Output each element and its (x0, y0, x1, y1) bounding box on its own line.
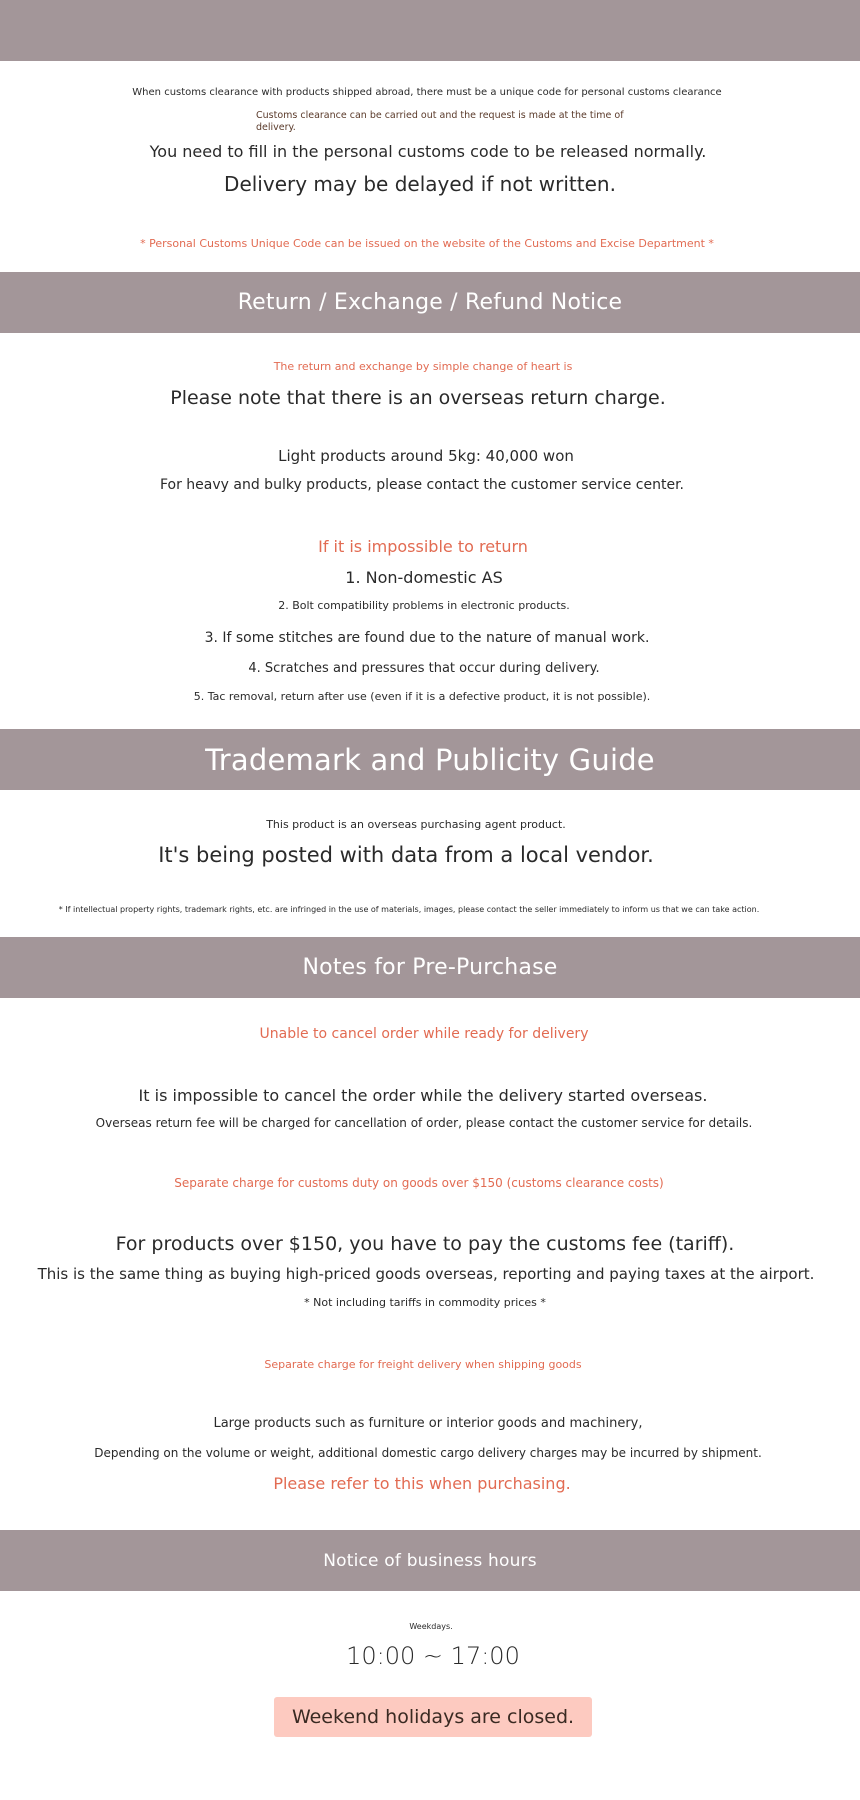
trademark-title: Trademark and Publicity Guide (205, 742, 655, 777)
return-light-products: Light products around 5kg: 40,000 won (278, 447, 574, 465)
pre-purchase-band (0, 937, 860, 998)
trademark-line-1: This product is an overseas purchasing agent product. (266, 818, 566, 831)
customs-line-3: You need to fill in the personal customs code to be released normally. (149, 142, 707, 161)
return-item-3: 3. If some stitches are found due to the nature of manual work. (204, 630, 650, 646)
pre-purchase-title: Notes for Pre-Purchase (302, 955, 558, 980)
freight-line-1: Large products such as furniture or interior goods and machinery, (213, 1416, 643, 1431)
top-header-band (0, 0, 860, 61)
weekend-closed-text: Weekend holidays are closed. (291, 1706, 575, 1728)
customs-duty-note: * Not including tariffs in commodity prices * (304, 1296, 546, 1309)
business-hours-title: Notice of business hours (323, 1550, 537, 1571)
customs-line-4: Delivery may be delayed if not written. (224, 172, 616, 196)
customs-duty-line-2: This is the same thing as buying high-priced goods overseas, reporting and paying taxes at the airport. (37, 1265, 815, 1283)
return-charge: Please note that there is an overseas return charge. (170, 387, 666, 409)
customs-line-2a: Customs clearance can be carried out and the request is made at the time of (256, 110, 624, 121)
customs-code-note: * Personal Customs Unique Code can be issued on the website of the Customs and Excise Department * (140, 237, 714, 250)
return-item-2: 2. Bolt compatibility problems in electronic products. (278, 599, 570, 612)
freight-line-2: Depending on the volume or weight, additional domestic cargo delivery charges may be incurred by shipment. (94, 1446, 762, 1460)
return-notice-band (0, 272, 860, 333)
customs-duty-heading: Separate charge for customs duty on goods over $150 (customs clearance costs) (174, 1176, 664, 1190)
return-notice-title: Return / Exchange / Refund Notice (237, 290, 623, 315)
cancel-heading: Unable to cancel order while ready for delivery (259, 1026, 589, 1042)
customs-duty-line-1: For products over $150, you have to pay the customs fee (tariff). (115, 1233, 735, 1255)
return-item-5: 5. Tac removal, return after use (even if it is a defective product, it is not possible). (193, 690, 651, 703)
return-impossible-heading: If it is impossible to return (318, 537, 528, 556)
business-hours-band (0, 1530, 860, 1591)
business-hours-time: 10:00 ~ 17:00 (346, 1642, 520, 1670)
trademark-line-2: It's being posted with data from a local vendor. (158, 843, 654, 867)
freight-heading: Separate charge for freight delivery when shipping goods (264, 1358, 582, 1371)
customs-line-1: When customs clearance with products shipped abroad, there must be a unique code for personal customs clearance (132, 87, 722, 98)
trademark-band (0, 729, 860, 790)
weekend-closed-badge (274, 1697, 592, 1737)
cancel-line-1: It is impossible to cancel the order while the delivery started overseas. (138, 1086, 708, 1105)
trademark-ip-note: * If intellectual property rights, trademark rights, etc. are infringed in the use of materials, images, please contact the seller immediately to inform us that we can take action. (58, 905, 760, 914)
cancel-line-2: Overseas return fee will be charged for cancellation of order, please contact the customer service for details. (95, 1116, 753, 1130)
weekdays-label: Weekdays. (409, 1622, 453, 1631)
return-intro: The return and exchange by simple change of heart is (273, 360, 573, 373)
freight-refer: Please refer to this when purchasing. (273, 1474, 571, 1493)
return-item-4: 4. Scratches and pressures that occur during delivery. (248, 661, 600, 676)
return-item-1: 1. Non-domestic AS (345, 568, 503, 587)
customs-line-2 (256, 110, 624, 134)
customs-line-2b: delivery. (256, 122, 296, 133)
return-heavy-products: For heavy and bulky products, please contact the customer service center. (159, 477, 684, 493)
